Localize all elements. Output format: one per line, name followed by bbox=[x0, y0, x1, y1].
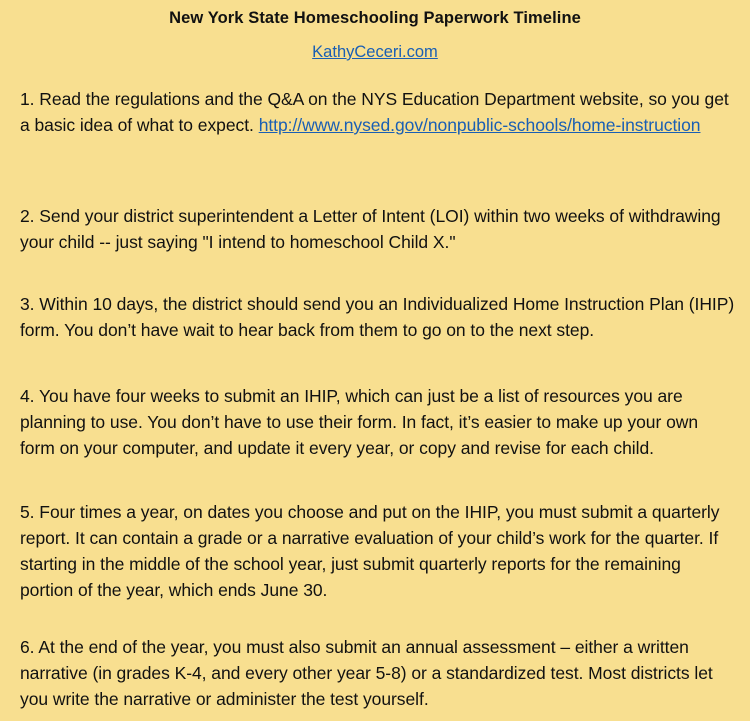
step-4: 4. You have four weeks to submit an IHIP, which can just be a list of resources you are planning to use. You don’t have to use their form. In fact, it’s easier to make up your own form on your computer, and update it every year, or copy and revise for each child. bbox=[20, 386, 699, 458]
step-6: 6. At the end of the year, you must also submit an annual assessment – either a written narrative (in grades K-4, and every other year 5-8) or a standardized test. Most districts let you write the narrative or administer the test yourself. bbox=[20, 637, 713, 709]
step-3: 3. Within 10 days, the district should send you an Individualized Home Instruction Plan (IHIP) form. You don’t have wait to hear back from them to go on to the next step. bbox=[20, 294, 735, 340]
step-2: 2. Send your district superintendent a Letter of Intent (LOI) within two weeks of withdrawing your child -- just saying "I intend to homeschool Child X." bbox=[20, 206, 721, 252]
step-1 bbox=[20, 86, 736, 138]
site-link[interactable]: KathyCeceri.com bbox=[312, 43, 438, 61]
nysed-home-instruction-link[interactable]: http://www.nysed.gov/nonpublic-schools/home-instruction bbox=[258, 115, 701, 135]
document-title: New York State Homeschooling Paperwork Timeline bbox=[169, 9, 581, 27]
step-5: 5. Four times a year, on dates you choose and put on the IHIP, you must submit a quarterly report. It can contain a grade or a narrative evaluation of your child’s work for the quarter. If starting in the middle of the school year, just submit quarterly reports for the remaining portion of the year, which ends June 30. bbox=[20, 502, 720, 600]
step-1-text: 1. Read the regulations and the Q&A on the NYS Education Department website, so you get a basic idea of what to expect. bbox=[20, 89, 729, 135]
